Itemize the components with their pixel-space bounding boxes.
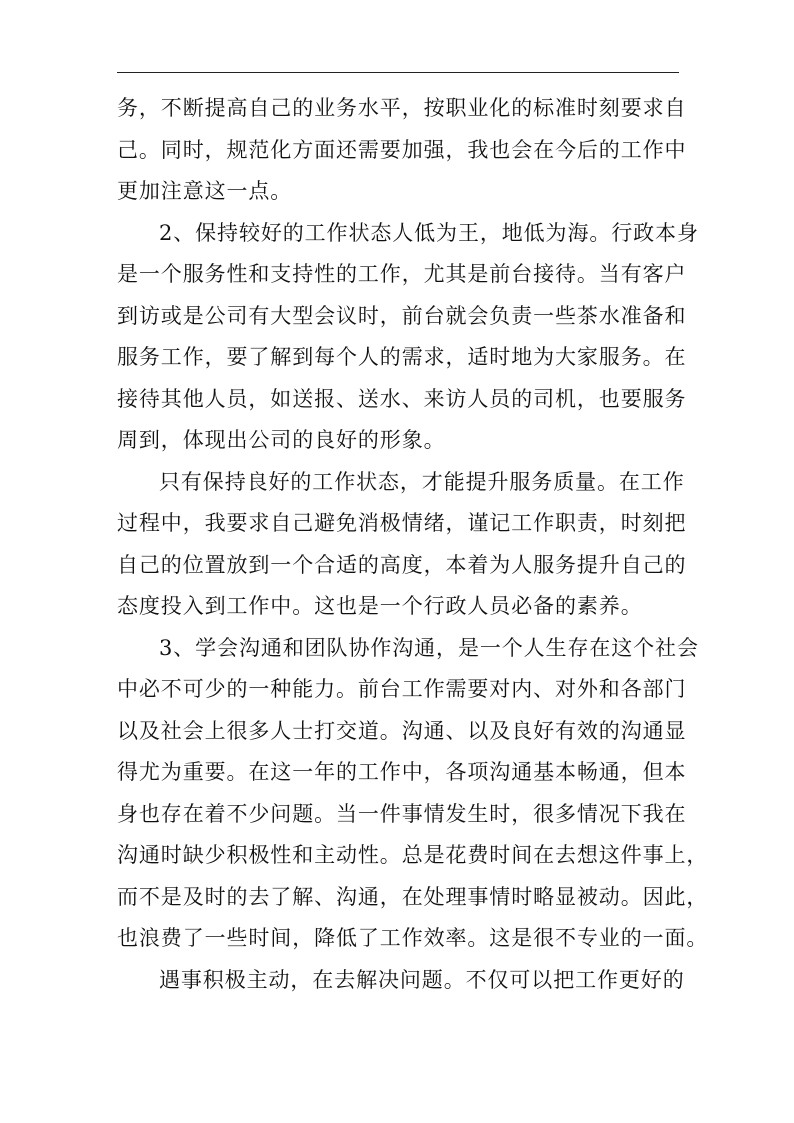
text-line: 是一个服务性和支持性的工作，尤其是前台接待。当有客户: [117, 262, 687, 286]
text-line: 过程中，我要求自己避免消极情绪，谨记工作职责，时刻把: [117, 511, 687, 535]
text-line: 只有保持良好的工作状态，才能提升服务质量。在工作: [159, 469, 685, 494]
paragraph-2: [117, 213, 699, 462]
paragraph-1: [117, 88, 687, 213]
text-line: 接待其他人员，如送报、送水、来访人员的司机，也要服务: [117, 386, 687, 411]
paragraph-4: [117, 628, 709, 960]
text-line: 服务工作，要了解到每个人的需求，适时地为大家服务。在: [117, 345, 687, 369]
text-line: 身也存在着不少问题。当一件事情发生时，很多情况下我在: [117, 801, 687, 826]
text-line: 中必不可少的一种能力。前台工作需要对内、对外和各部门: [117, 677, 687, 701]
text-line: 自己的位置放到一个合适的高度，本着为人服务提升自己的: [117, 552, 687, 577]
text-line: 周到，体现出公司的良好的形象。: [117, 428, 446, 452]
text-line: 更加注意这一点。: [117, 179, 293, 203]
text-line: 己。同时，规范化方面还需要加强，我也会在今后的工作中: [117, 137, 687, 162]
paragraph-3: [117, 462, 687, 628]
text-line: 而不是及时的去了解、沟通，在处理事情时略显被动。因此，: [117, 884, 709, 909]
text-line: 沟通时缺少积极性和主动性。总是花费时间在去想这件事上，: [117, 843, 709, 867]
text-line: 得尤为重要。在这一年的工作中，各项沟通基本畅通，但本: [117, 760, 687, 784]
text-line: 以及社会上很多人士打交道。沟通、以及良好有效的沟通显: [117, 718, 687, 743]
body-text: [117, 88, 709, 1001]
text-line: 也浪费了一些时间，降低了工作效率。这是很不专业的一面。: [117, 926, 709, 950]
text-line: 3、学会沟通和团队协作沟通，是一个人生存在这个社会: [159, 635, 699, 660]
text-line: 2、保持较好的工作状态人低为王，地低为海。行政本身: [159, 220, 699, 245]
text-line: 态度投入到工作中。这也是一个行政人员必备的素养。: [117, 594, 643, 618]
header-rule: [117, 72, 679, 73]
text-line: 遇事积极主动，在去解决问题。不仅可以把工作更好的: [159, 967, 685, 992]
paragraph-5: [117, 960, 685, 1002]
text-line: 务，不断提高自己的业务水平，按职业化的标准时刻要求自: [117, 96, 687, 120]
text-line: 到访或是公司有大型会议时，前台就会负责一些茶水准备和: [117, 303, 687, 328]
